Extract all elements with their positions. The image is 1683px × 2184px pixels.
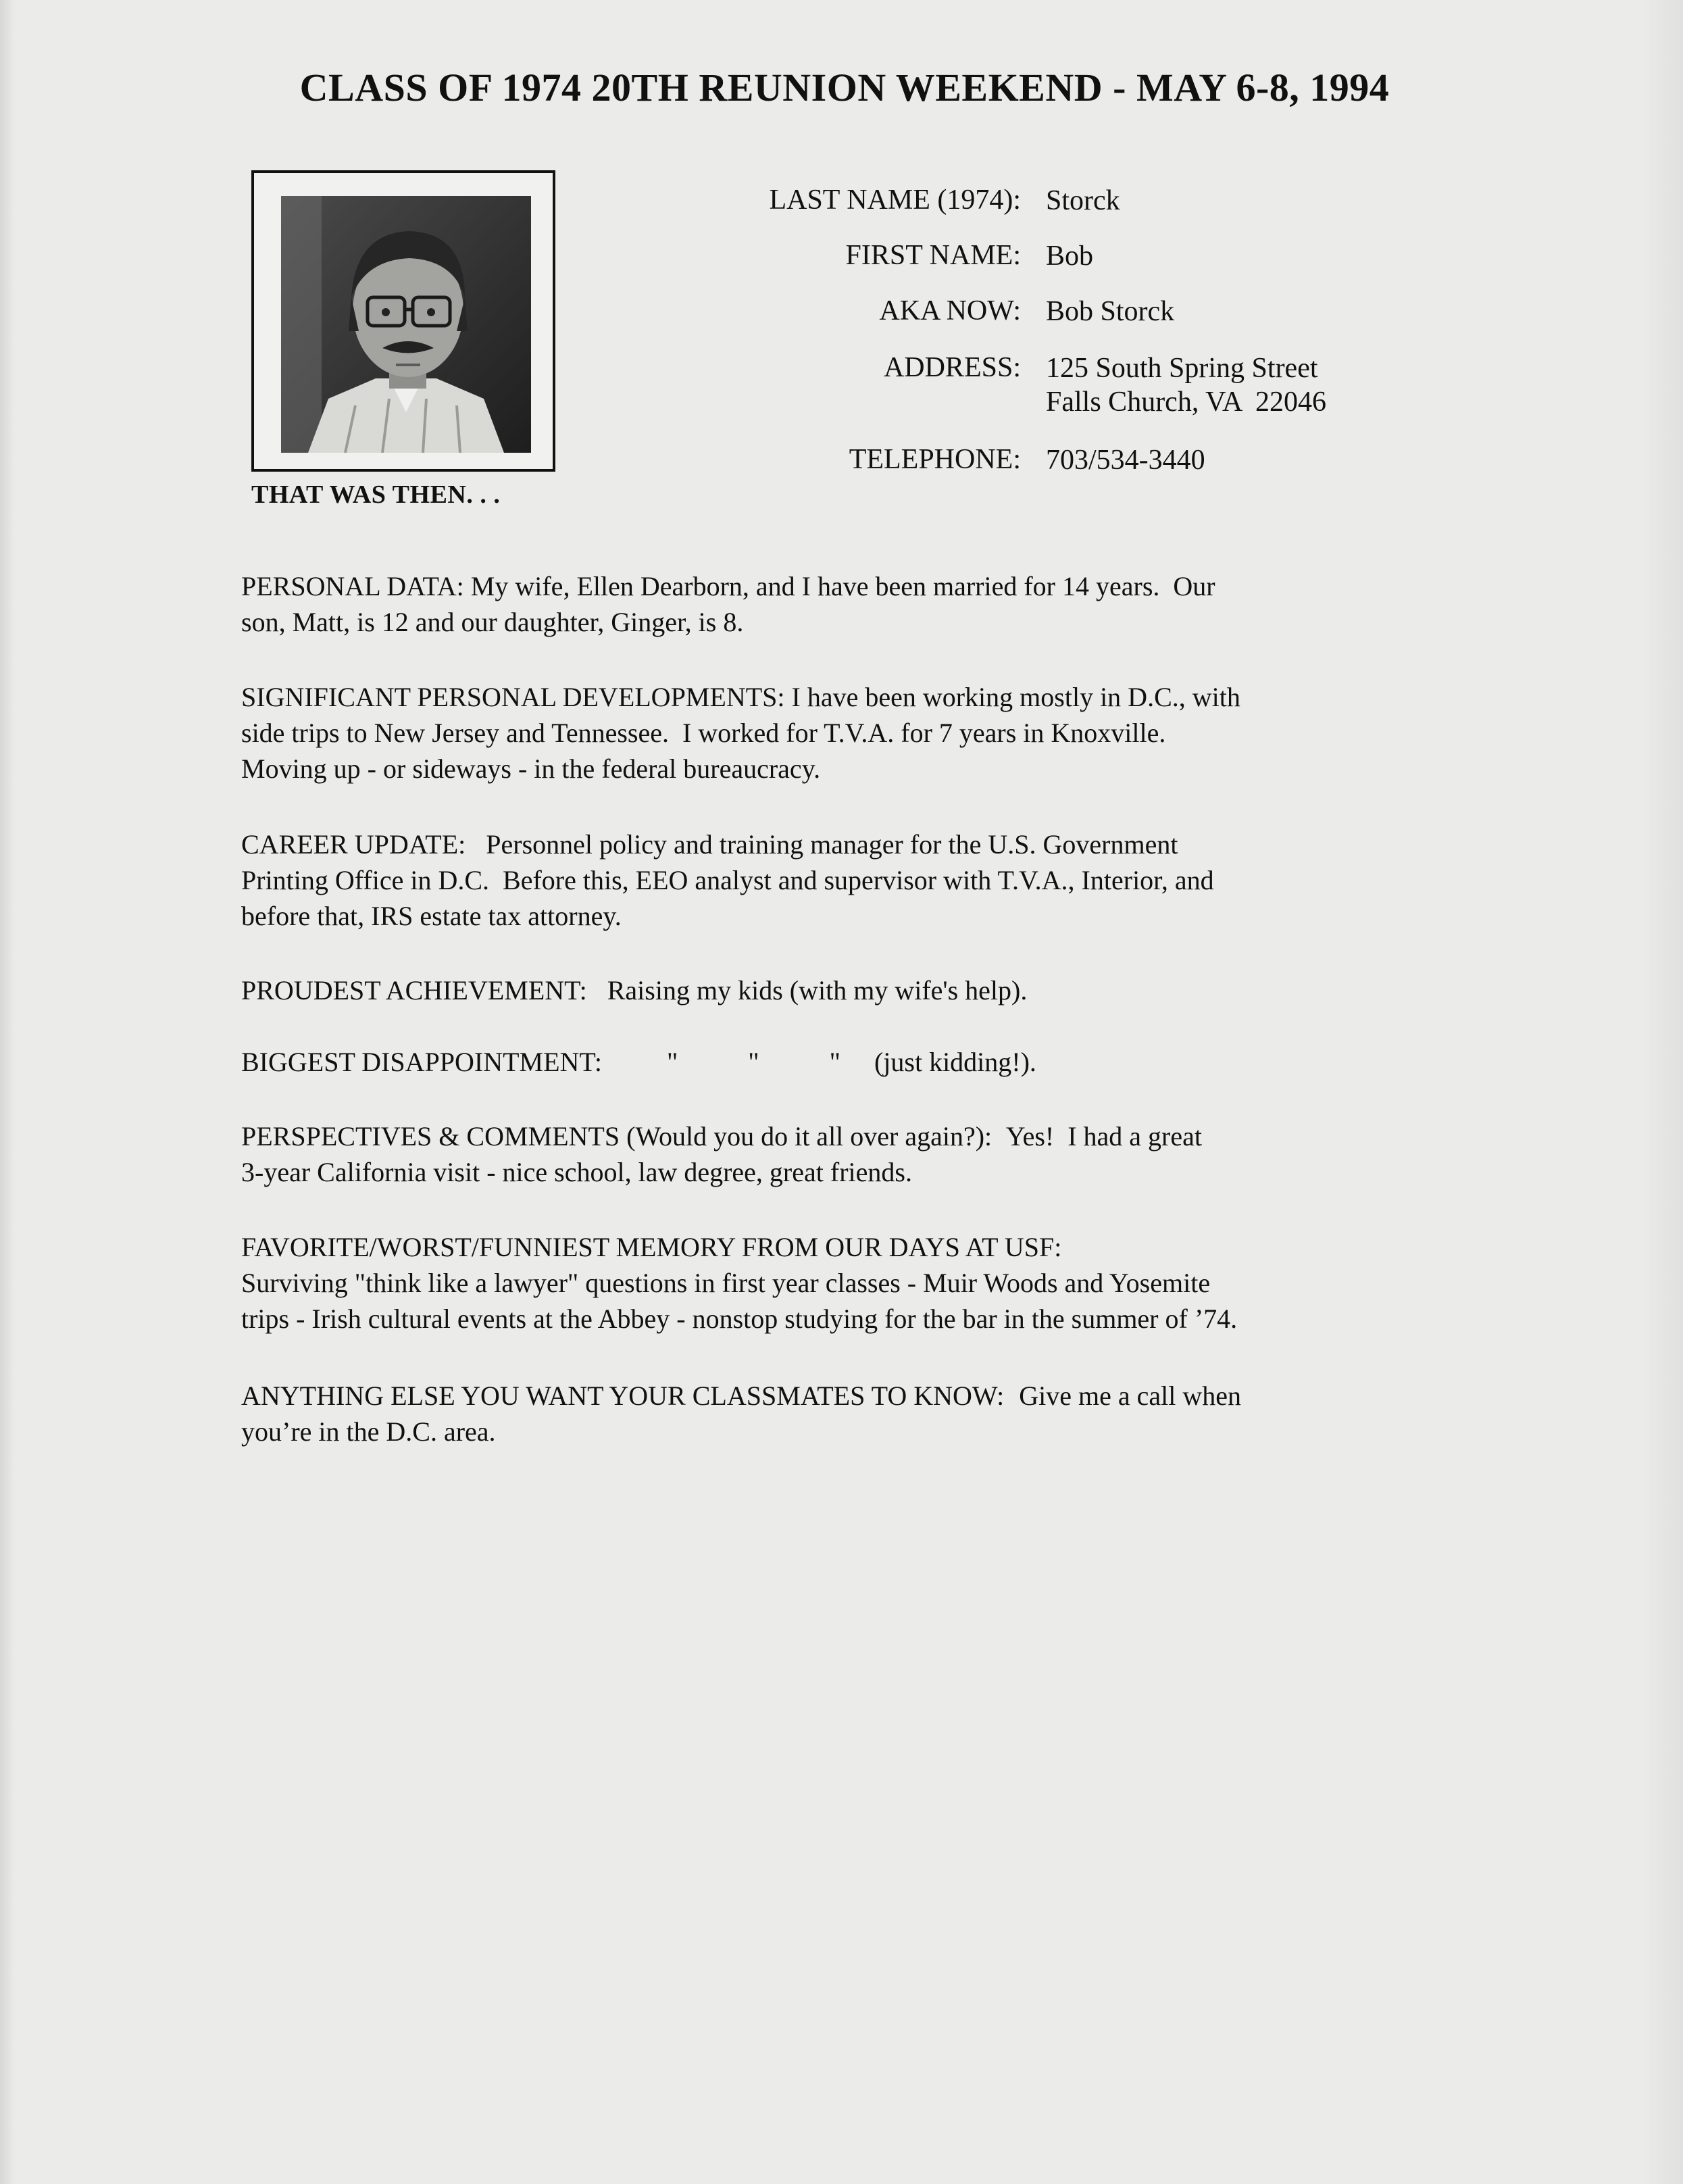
section-label: PERSONAL DATA: — [241, 571, 464, 601]
portrait-photo — [281, 196, 531, 453]
ditto-mark: " — [748, 1047, 759, 1077]
section-text: before that, IRS estate tax attorney. — [241, 900, 622, 931]
section-personal-data — [241, 569, 1451, 641]
page-title: CLASS OF 1974 20TH REUNION WEEKEND - MAY 6-8, 1994 — [299, 66, 1390, 109]
section-label: ANYTHING ELSE YOU WANT YOUR CLASSMATES TO KNOW: — [241, 1381, 1005, 1411]
address-label: ADDRESS: — [883, 352, 1021, 383]
section-text: son, Matt, is 12 and our daughter, Ginger, is 8. — [241, 606, 744, 637]
address-value — [1046, 351, 1326, 420]
telephone-label: TELEPHONE: — [849, 444, 1021, 475]
section-text: Moving up - or sideways - in the federal bureaucracy. — [241, 753, 821, 784]
section-label: SIGNIFICANT PERSONAL DEVELOPMENTS: — [241, 682, 785, 712]
section-text: Surviving "think like a lawyer" questions in first year classes - Muir Woods and Yosemite — [241, 1267, 1211, 1298]
section-label: CAREER UPDATE: — [241, 829, 466, 860]
section-anything-else — [241, 1379, 1451, 1450]
portrait-image — [281, 196, 531, 453]
page-edge-shadow — [0, 0, 15, 2184]
section-text: My wife, Ellen Dearborn, and I have been married for 14 years. Our — [470, 571, 1215, 601]
ditto-mark: " — [666, 1047, 678, 1077]
address-line-1: 125 South Spring Street — [1046, 353, 1318, 384]
first-name-value: Bob — [1046, 241, 1094, 272]
section-label: PROUDEST ACHIEVEMENT: — [241, 975, 587, 1006]
section-label: PERSPECTIVES & COMMENTS (Would you do it all over again?): — [241, 1121, 993, 1151]
section-perspectives-comments — [241, 1119, 1451, 1191]
section-text: (just kidding!). — [874, 1047, 1036, 1077]
telephone-value: 703/534-3440 — [1046, 445, 1205, 476]
section-text: Yes! I had a great — [1005, 1121, 1202, 1151]
photo-frame — [251, 170, 555, 472]
page-edge-shadow-right — [1642, 0, 1683, 2184]
last-name-label: LAST NAME (1974): — [769, 184, 1021, 216]
section-career-update — [241, 827, 1451, 934]
ditto-mark: " — [829, 1047, 840, 1077]
section-text: 3-year California visit - nice school, law degree, great friends. — [241, 1156, 912, 1187]
section-biggest-disappointment — [241, 1045, 1451, 1081]
last-name-value: Storck — [1046, 185, 1120, 216]
address-line-2: Falls Church, VA 22046 — [1046, 387, 1326, 418]
section-text: trips - Irish cultural events at the Abbey - nonstop studying for the bar in the summer of ’74. — [241, 1303, 1238, 1334]
aka-value: Bob Storck — [1046, 296, 1175, 327]
section-text: Raising my kids (with my wife's help). — [607, 975, 1028, 1006]
section-text: Personnel policy and training manager for the U.S. Government — [486, 829, 1178, 860]
first-name-label: FIRST NAME: — [845, 240, 1021, 271]
section-label: FAVORITE/WORST/FUNNIEST MEMORY FROM OUR DAYS AT USF: — [241, 1232, 1062, 1262]
section-text: I have been working mostly in D.C., with — [791, 682, 1240, 712]
section-text: Printing Office in D.C. Before this, EEO analyst and supervisor with T.V.A., Interior, and — [241, 864, 1214, 895]
section-proudest-achievement — [241, 973, 1451, 1009]
aka-label: AKA NOW: — [879, 295, 1021, 326]
section-favorite-memory — [241, 1230, 1451, 1337]
photo-caption: THAT WAS THEN. . . — [251, 480, 501, 509]
section-label: BIGGEST DISAPPOINTMENT: — [241, 1047, 602, 1077]
section-significant-developments — [241, 680, 1451, 787]
section-text: you’re in the D.C. area. — [241, 1416, 496, 1447]
section-text: Give me a call when — [1019, 1381, 1242, 1411]
section-text: side trips to New Jersey and Tennessee. I worked for T.V.A. for 7 years in Knoxville. — [241, 717, 1166, 748]
